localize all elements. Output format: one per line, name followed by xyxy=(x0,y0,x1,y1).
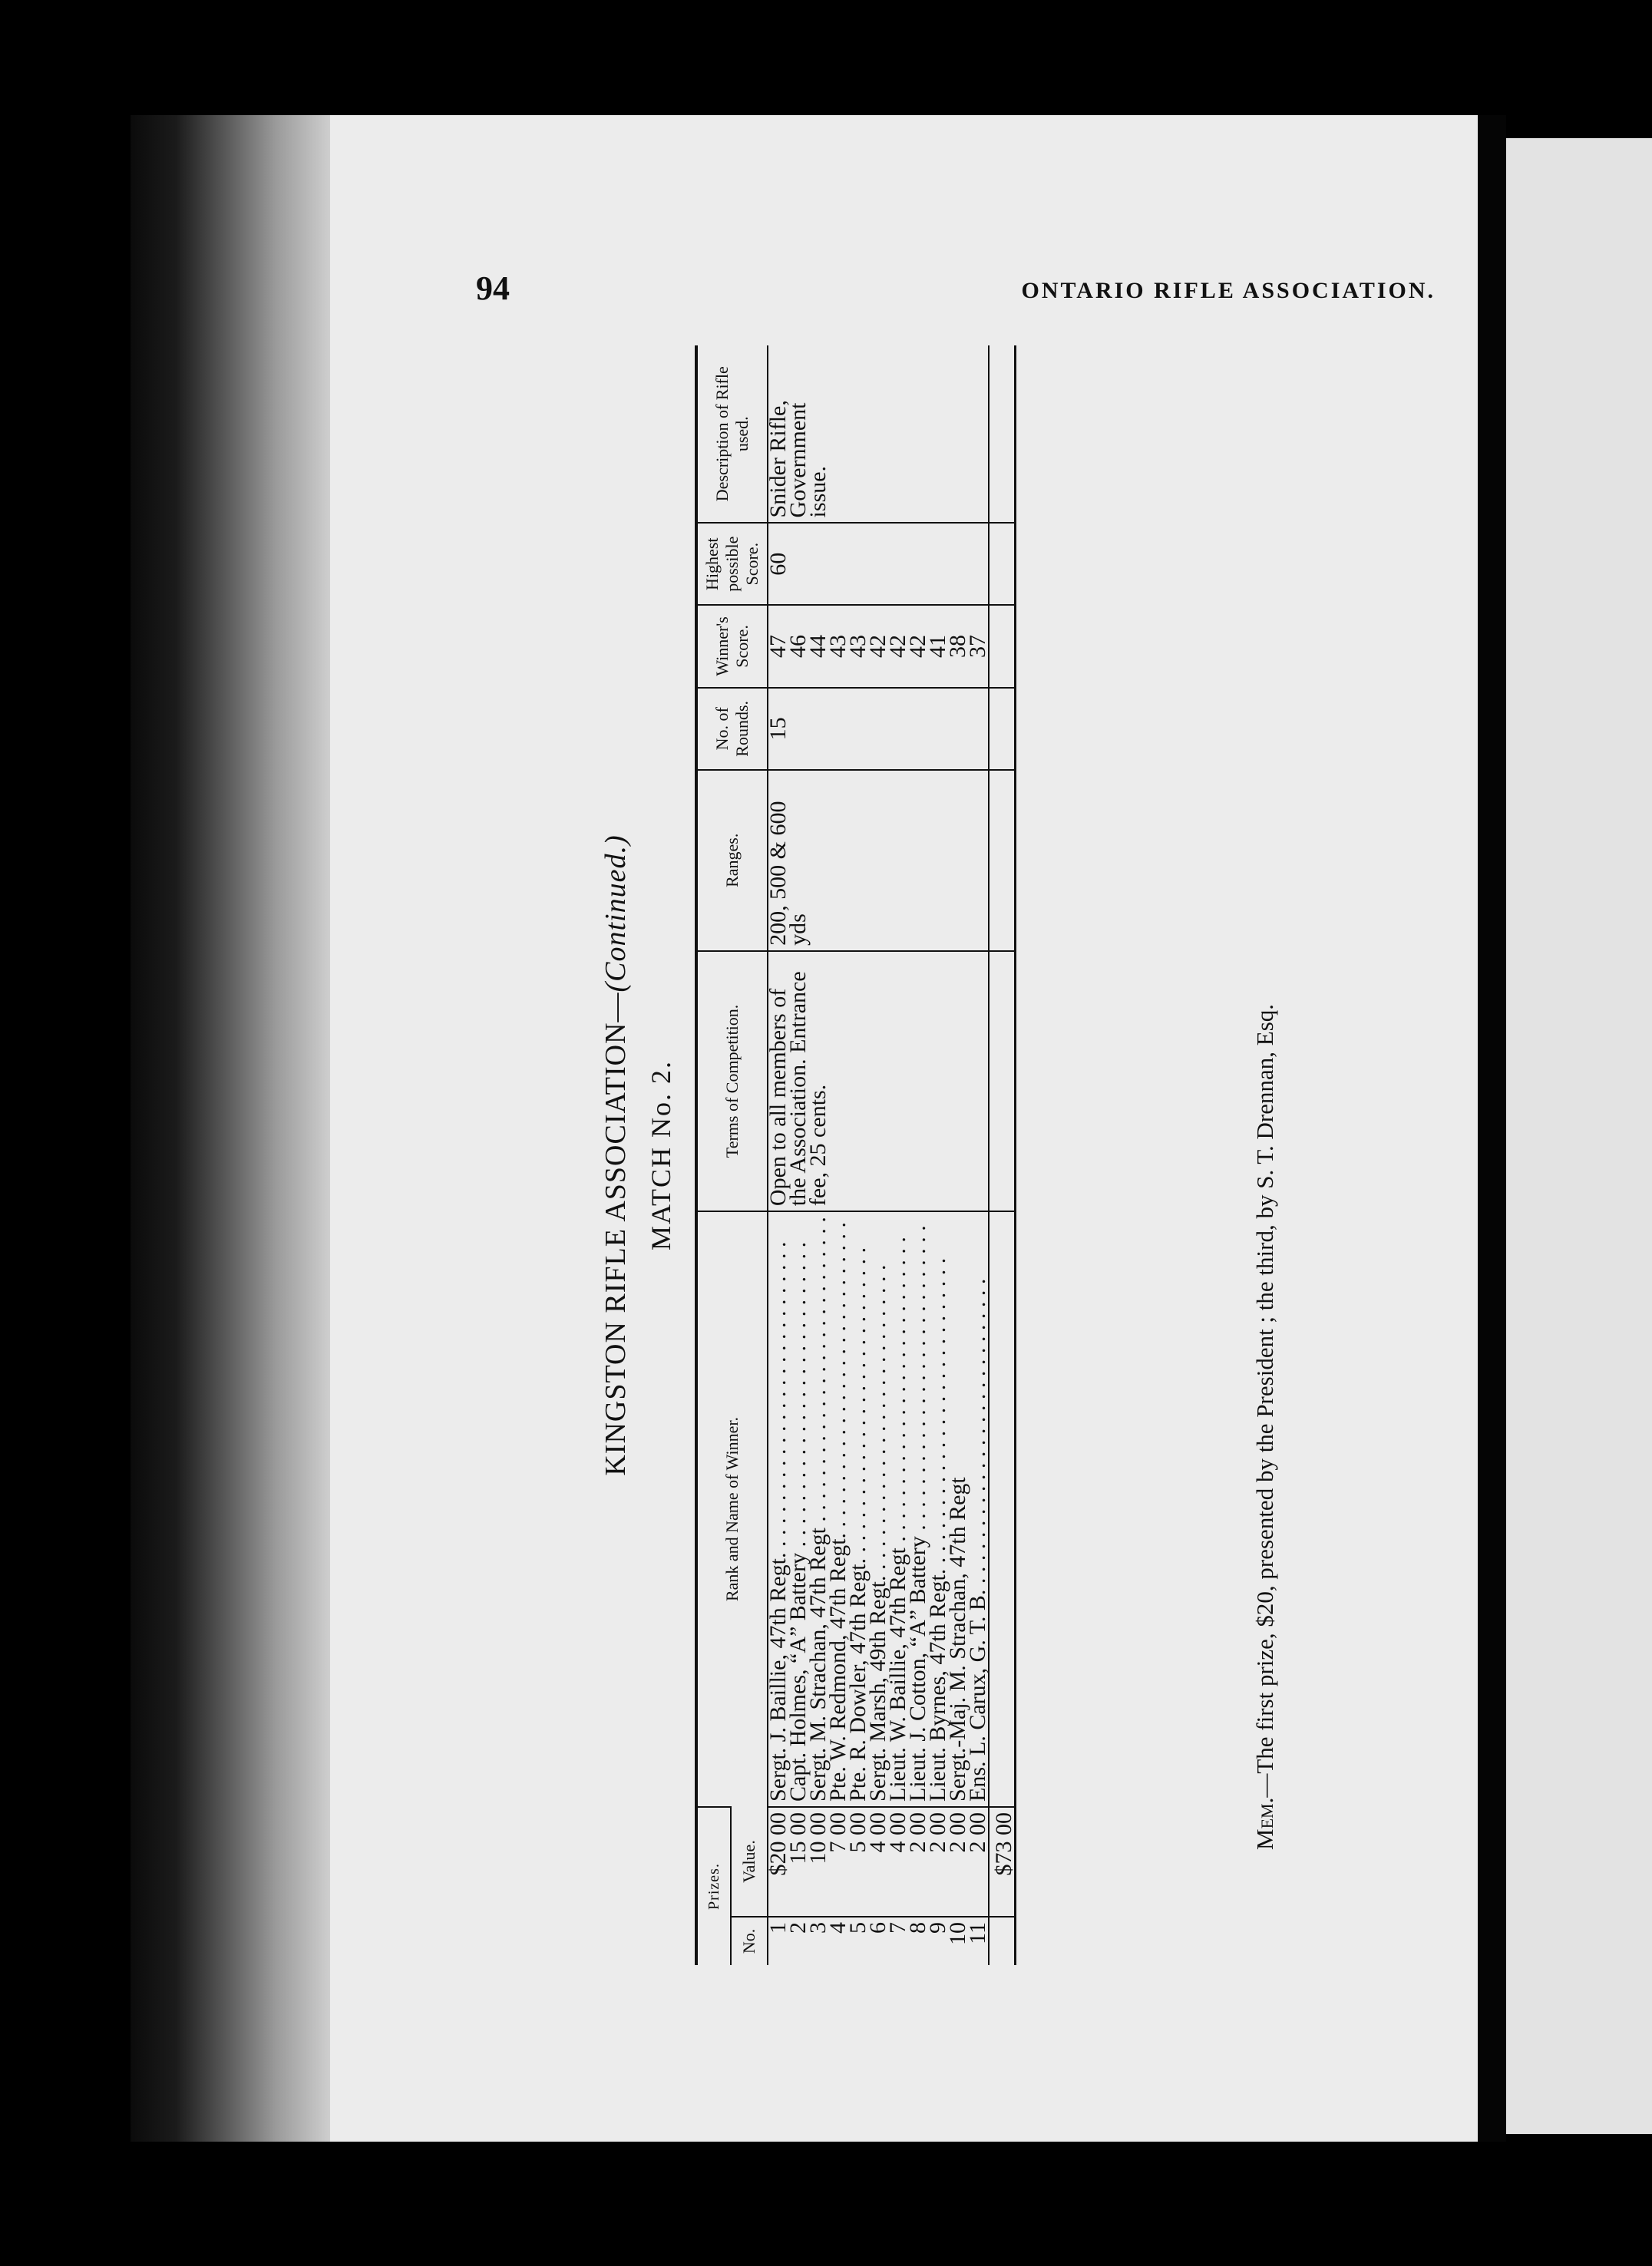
header-no: No. xyxy=(731,1917,768,1965)
memo-note xyxy=(1251,1004,1279,1850)
winner-name: Sergt. M. Strachan, 47th Regt . . . xyxy=(808,1217,828,1802)
cell-winner-list xyxy=(765,1211,990,1807)
header-winner: Rank and Name of Winner. xyxy=(696,1211,768,1807)
prize-value: 2 00 xyxy=(905,1812,930,1853)
winner-score: 42 xyxy=(905,634,930,658)
prize-no: 4 xyxy=(825,1921,851,1934)
winner-name: Lieut. Byrnes, 47th Regt. . . . xyxy=(928,1217,948,1802)
winner-name: Pte. W. Redmond, 47th Regt. . . . xyxy=(828,1217,848,1802)
cell-no-list xyxy=(765,1917,990,1965)
cell-value-list xyxy=(765,1807,990,1917)
running-head: ONTARIO RIFLE ASSOCIATION. xyxy=(1021,278,1436,303)
winner-name: Ens. L. Carux, G. T. B. . . . xyxy=(968,1217,988,1802)
total-value: $73 00 xyxy=(989,1807,1016,1917)
winner-score: 47 xyxy=(765,634,791,658)
rotated-table-block xyxy=(545,345,1313,1965)
page-edge-shadow xyxy=(131,115,338,2142)
page-number: 94 xyxy=(476,269,510,307)
memo-text: —The first prize, $20, presented by the President ; the third, by S. T. Drennan, Esq. xyxy=(1251,1003,1278,1798)
prize-value: 5 00 xyxy=(845,1812,871,1853)
prize-value: 15 00 xyxy=(785,1812,811,1865)
cell-ranges: 200, 500 & 600 yds xyxy=(768,770,989,951)
prize-no: 10 xyxy=(945,1921,970,1945)
winner-score: 43 xyxy=(825,634,851,658)
prize-value: 2 00 xyxy=(965,1812,990,1853)
winner-score: 46 xyxy=(785,634,811,658)
cell-highest: 60 xyxy=(768,523,989,605)
prize-no: 3 xyxy=(805,1921,831,1934)
section-title xyxy=(599,345,633,1965)
prize-no: 5 xyxy=(845,1921,871,1934)
winner-name: Sergt. Marsh, 49th Regt. . . . xyxy=(868,1217,888,1802)
right-page-edge xyxy=(1506,138,1652,2134)
header-highest: Highest possible Score. xyxy=(696,523,768,605)
total-row xyxy=(989,345,1016,1965)
winner-name: Pte. R. Dowler, 47th Regt. . . . xyxy=(848,1217,868,1802)
prize-value: 4 00 xyxy=(865,1812,890,1853)
prize-value: 10 00 xyxy=(805,1812,831,1865)
header-terms: Terms of Competition. xyxy=(696,951,768,1211)
prize-no: 8 xyxy=(905,1921,930,1934)
section-title-text: KINGSTON RIFLE ASSOCIATION— xyxy=(600,992,632,1476)
section-title-continued: (Continued.) xyxy=(600,834,632,993)
prize-value: 4 00 xyxy=(885,1812,910,1853)
header-ranges: Ranges. xyxy=(696,770,768,951)
winner-score: 38 xyxy=(945,634,970,658)
header-rounds: No. of Rounds. xyxy=(696,688,768,770)
winner-score: 44 xyxy=(805,634,831,658)
winner-score: 42 xyxy=(885,634,910,658)
total-blank xyxy=(989,770,1016,951)
table-row xyxy=(768,345,989,1965)
prize-value: 2 00 xyxy=(945,1812,970,1853)
winner-name: Sergt.-Maj. M. Strachan, 47th Regt xyxy=(945,1477,970,1802)
prize-no: 6 xyxy=(865,1921,890,1934)
page-header xyxy=(476,269,1436,315)
winner-name: Lieut. J. Cotton, “A” Battery . . . xyxy=(908,1217,928,1802)
header-rifle: Description of Rifle used. xyxy=(696,345,768,523)
total-blank xyxy=(989,951,1016,1211)
cell-terms: Open to all members of the Association. Entrance fee, 25 cents. xyxy=(768,951,989,1211)
prize-value: 7 00 xyxy=(825,1812,851,1853)
prize-value: $20 00 xyxy=(765,1812,791,1876)
winner-name: Capt. Holmes, “A” Battery . . . xyxy=(788,1217,808,1802)
header-value: Value. xyxy=(731,1807,768,1917)
total-blank xyxy=(989,523,1016,605)
prize-no: 11 xyxy=(965,1921,990,1944)
prize-no: 2 xyxy=(785,1921,811,1934)
prize-no: 1 xyxy=(765,1921,791,1934)
winner-score: 41 xyxy=(925,634,950,658)
prize-value: 2 00 xyxy=(925,1812,950,1853)
total-blank xyxy=(989,345,1016,523)
cell-score-list xyxy=(765,605,990,688)
winner-score: 43 xyxy=(845,634,871,658)
total-blank xyxy=(989,1211,1016,1807)
winner-score: 37 xyxy=(965,634,990,658)
winner-score: 42 xyxy=(865,634,890,658)
prize-no: 7 xyxy=(885,1921,910,1934)
memo-label: Mem. xyxy=(1251,1797,1278,1850)
header-score: Winner's Score. xyxy=(696,605,768,688)
header-prizes: Prizes. xyxy=(696,1807,731,1965)
match-title: MATCH No. 2. xyxy=(646,1060,676,1251)
winner-name: Lieut. W. Baillie, 47th Regt . . . xyxy=(888,1217,908,1802)
results-table xyxy=(695,345,1016,1965)
book-gutter xyxy=(1478,115,1506,2142)
total-blank xyxy=(989,605,1016,688)
total-blank xyxy=(989,688,1016,770)
cell-rifle: Snider Rifle, Government issue. xyxy=(765,400,831,518)
cell-rounds: 15 xyxy=(768,688,989,770)
prize-no: 9 xyxy=(925,1921,950,1934)
total-blank xyxy=(989,1917,1016,1965)
winner-name: Sergt. J. Baillie, 47th Regt. . . . xyxy=(768,1217,788,1802)
